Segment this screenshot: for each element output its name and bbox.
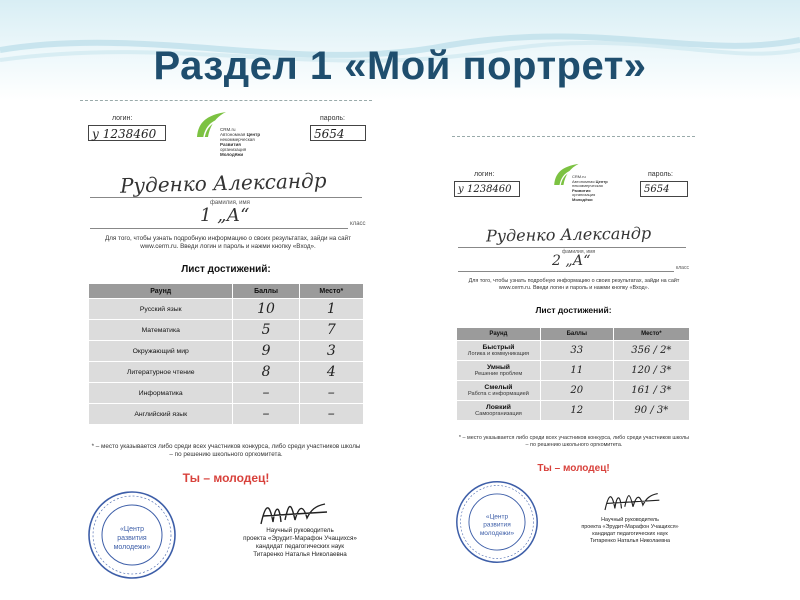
- class-value: 1 „А“: [200, 205, 250, 226]
- logo-line: Развития: [572, 187, 591, 193]
- logo-line: Молодёжи: [220, 152, 244, 157]
- password-value: 5654: [310, 125, 366, 141]
- crm-logo: [550, 161, 608, 202]
- student-name: Руденко Александр: [119, 168, 327, 198]
- password-value: 5654: [640, 181, 688, 197]
- place-value: 7: [299, 320, 363, 341]
- column-header: Раунд: [89, 284, 233, 299]
- round-subtitle: Логика и коммуникация: [467, 351, 530, 357]
- signature-block: [240, 527, 360, 559]
- round-name: Русский язык: [89, 299, 233, 320]
- place-value: 90 / 3*: [613, 401, 689, 421]
- round-name: Информатика: [89, 383, 233, 404]
- svg-text:«Центр: «Центр: [120, 526, 144, 533]
- info-text: Для того, чтобы узнать подробную информацию о своих результатах, зайди на сайт www.cerm.ru. Введи логин и пароль и нажми кнопку «Вход».: [104, 235, 352, 250]
- signature-block: [570, 517, 690, 545]
- svg-text:молодежи»: молодежи»: [479, 530, 515, 538]
- table-header-row: [457, 328, 690, 341]
- place-value: 356 / 2*: [613, 341, 689, 361]
- column-header: Место*: [299, 284, 363, 299]
- score-value: –: [233, 404, 299, 425]
- round-name: Математика: [89, 320, 233, 341]
- logo-line: Автономная: [220, 132, 246, 137]
- round-name: Быстрый: [482, 344, 515, 351]
- score-value: –: [233, 383, 299, 404]
- name-underline: [90, 197, 362, 198]
- login-label: логин:: [474, 171, 495, 178]
- name-caption: фамилия, имя: [562, 249, 596, 255]
- signature-line: кандидат педагогических наук: [592, 531, 668, 537]
- score-value: 20: [540, 381, 613, 401]
- table-row: [457, 381, 690, 401]
- slide-title: Раздел 1 «Мой портрет»: [153, 44, 647, 88]
- table-row: [89, 320, 364, 341]
- signature-icon: [255, 496, 335, 530]
- login-value: у 1238460: [454, 181, 520, 197]
- round-subtitle: Решение проблем: [474, 371, 523, 377]
- place-value: 1: [299, 299, 363, 320]
- round-name: Ловкий: [486, 404, 511, 411]
- round-subtitle: Работа с информацией: [467, 391, 529, 397]
- logo-line: организация: [220, 147, 247, 152]
- class-value: 2 „А“: [552, 253, 591, 269]
- slogan: Ты – молодец!: [537, 463, 610, 474]
- results-table: [88, 283, 364, 425]
- score-value: 33: [540, 341, 613, 361]
- svg-text:«Центр: «Центр: [485, 513, 509, 521]
- logo-line: некоммерческая: [572, 183, 603, 188]
- password-label: пароль:: [320, 115, 345, 122]
- name-underline: [458, 247, 686, 248]
- logo-caption: [220, 127, 270, 157]
- signature-line: проекта «Эрудит-Марафон Учащихся»: [243, 535, 357, 542]
- column-header: Баллы: [540, 328, 613, 341]
- name-caption: фамилия, имя: [210, 200, 250, 206]
- table-row: [89, 362, 364, 383]
- class-caption: класс: [350, 221, 366, 227]
- table-row: [89, 341, 364, 362]
- table-row: [89, 299, 364, 320]
- student-name: Руденко Александр: [485, 223, 652, 246]
- round-cell: [457, 361, 541, 381]
- table-row: [457, 341, 690, 361]
- round-name: Английский язык: [89, 404, 233, 425]
- login-label: логин:: [112, 115, 133, 122]
- slogan: Ты – молодец!: [182, 471, 270, 485]
- score-value: 10: [233, 299, 299, 320]
- score-value: 8: [233, 362, 299, 383]
- class-underline: [458, 271, 674, 272]
- signature-line: кандидат педагогических наук: [255, 543, 345, 550]
- signature-line: Научный руководитель: [601, 517, 659, 523]
- logo-line: Развития: [220, 142, 241, 147]
- round-name: Смелый: [484, 384, 513, 391]
- round-name: Литературное чтение: [89, 362, 233, 383]
- logo-line: Молодёжи: [572, 196, 593, 202]
- class-caption: класс: [676, 265, 689, 271]
- logo-line: СRM.ru: [220, 127, 236, 132]
- round-cell: [457, 401, 541, 421]
- place-value: 4: [299, 362, 363, 383]
- logo-line: организация: [572, 192, 596, 197]
- logo-line: Автономная: [572, 178, 595, 184]
- place-value: –: [299, 383, 363, 404]
- table-row: [457, 401, 690, 421]
- svg-text:развития: развития: [117, 535, 147, 542]
- signature-line: проекта «Эрудит-Марафон Учащихся»: [581, 524, 679, 530]
- column-header: Баллы: [233, 284, 299, 299]
- round-cell: [457, 381, 541, 401]
- place-value: 120 / 3*: [613, 361, 689, 381]
- place-value: 3: [299, 341, 363, 362]
- logo-line: Центр: [595, 178, 608, 184]
- table-row: [457, 361, 690, 381]
- score-value: 11: [540, 361, 613, 381]
- certificate-grade-1: [80, 100, 372, 591]
- table-row: [89, 383, 364, 404]
- score-value: 12: [540, 401, 613, 421]
- results-table: [456, 327, 690, 421]
- score-value: 9: [233, 341, 299, 362]
- svg-text:развития: развития: [483, 521, 511, 529]
- score-value: 5: [233, 320, 299, 341]
- logo-line: СRM.ru: [572, 174, 586, 179]
- round-name: Окружающий мир: [89, 341, 233, 362]
- svg-text:молодежи»: молодежи»: [113, 544, 151, 551]
- class-underline: [90, 228, 348, 229]
- place-value: 161 / 3*: [613, 381, 689, 401]
- achievements-title: Лист достижений:: [535, 305, 612, 315]
- footnote: * – место указывается либо среди всех участников конкурса, либо среди участников школы – по решению школьного оргкомитета.: [91, 443, 361, 458]
- footnote: * – место указывается либо среди всех участников конкурса, либо среди участников школы – по решению школьного оргкомитета.: [458, 435, 690, 448]
- crm-logo: [192, 109, 261, 157]
- column-header: Место*: [613, 328, 689, 341]
- round-name: Умный: [486, 364, 510, 371]
- logo-line: некоммерческая: [220, 137, 255, 142]
- round-cell: [457, 341, 541, 361]
- password-label: пароль:: [648, 171, 673, 178]
- place-value: –: [299, 404, 363, 425]
- logo-line: Центр: [246, 132, 261, 137]
- signature-icon: [600, 487, 666, 515]
- signature-line: Титаренко Наталья Николаевна: [589, 538, 671, 544]
- signature-line: Научный руководитель: [266, 527, 334, 534]
- stamp-seal-icon: [86, 489, 178, 581]
- table-row: [89, 404, 364, 425]
- achievements-title: Лист достижений:: [181, 264, 271, 275]
- table-header-row: [89, 284, 364, 299]
- logo-caption: [572, 175, 616, 202]
- round-subtitle: Самоорганизация: [475, 411, 522, 417]
- stamp-seal-icon: [454, 479, 540, 565]
- info-text: Для того, чтобы узнать подробную информацию о своих результатах, зайди на сайт www.cerm.ru. Введи логин и пароль и нажми кнопку «Вход».: [468, 278, 680, 291]
- column-header: Раунд: [457, 328, 541, 341]
- certificate-grade-2: [452, 136, 695, 591]
- login-value: у 1238460: [88, 125, 166, 141]
- signature-line: Титаренко Наталья Николаевна: [253, 551, 347, 558]
